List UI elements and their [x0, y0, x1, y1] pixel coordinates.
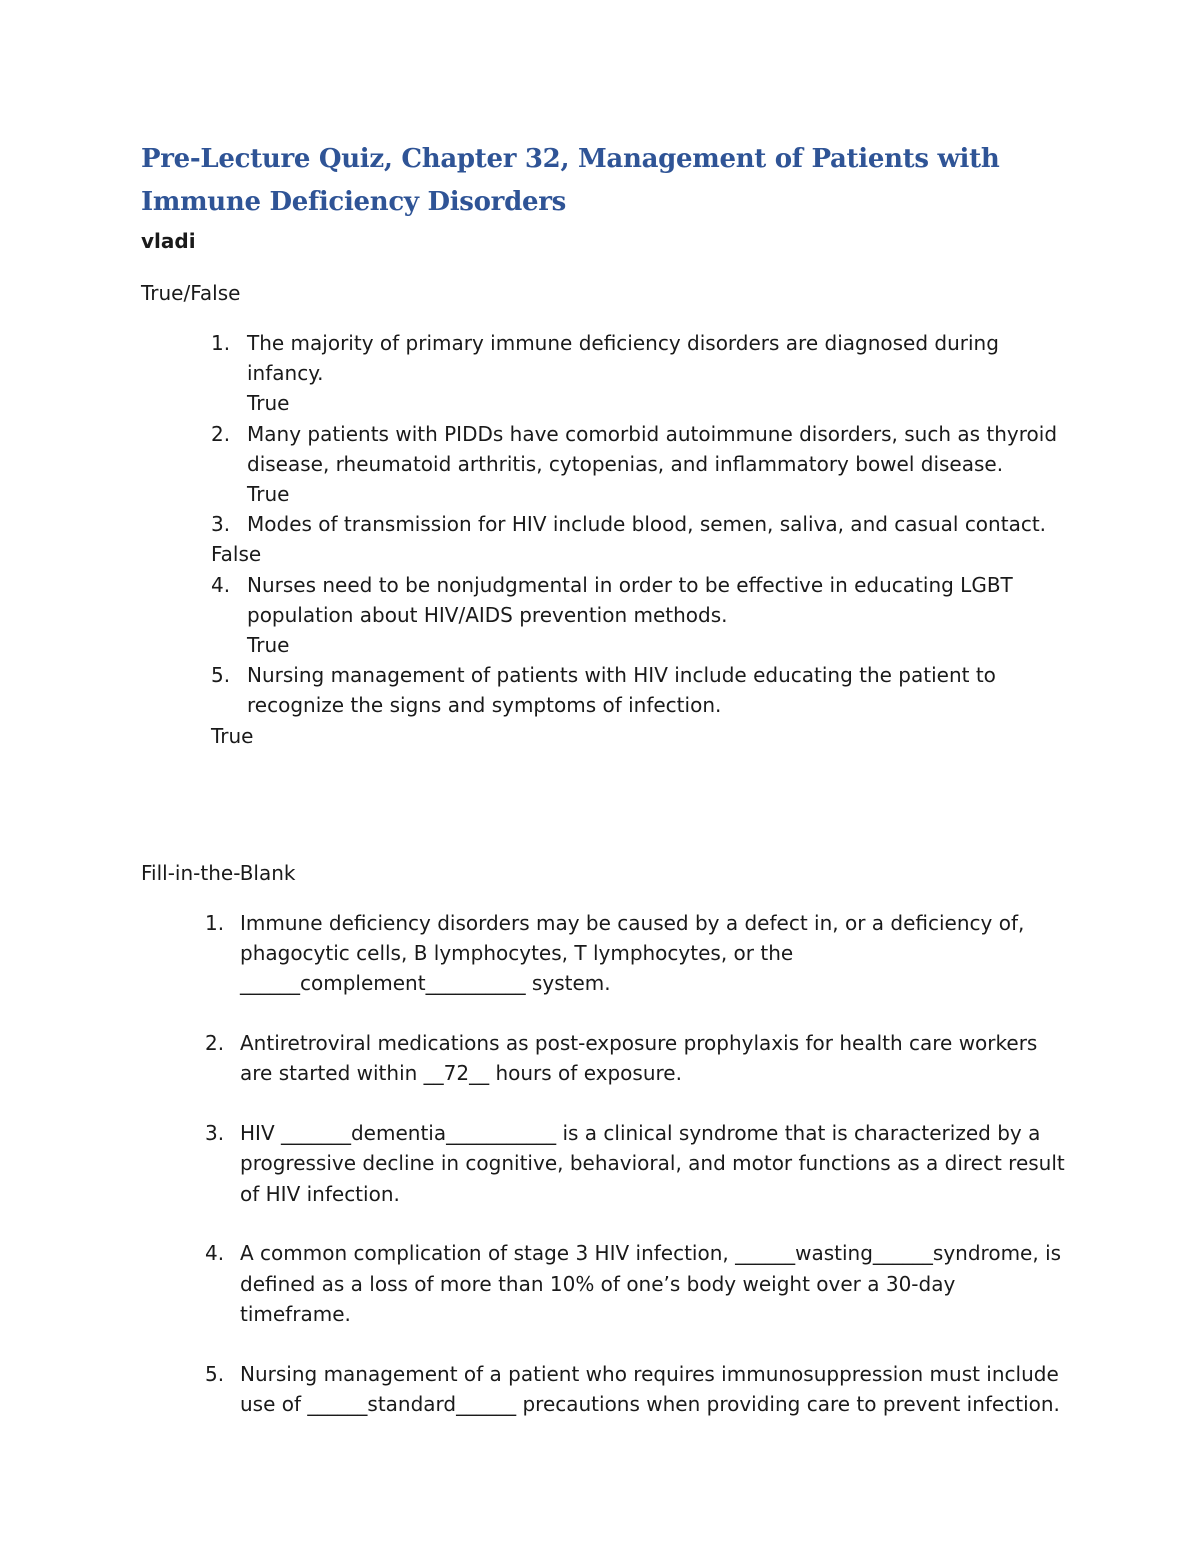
answer-text: True — [247, 391, 290, 416]
list-item — [205, 1118, 1065, 1209]
question-text: HIV _______dementia___________ is a clinical syndrome that is characterized by a progressive decline in cognitive, behavioral, and motor functions as a direct result of HIV infection. — [240, 1121, 1065, 1206]
question-text: Many patients with PIDDs have comorbid autoimmune disorders, such as thyroid disease, rheumatoid arthritis, cytopenias, and inflammatory bowel disease. — [247, 421, 1058, 476]
item-number: 2. — [211, 421, 231, 446]
section-heading-true-false: True/False — [141, 281, 241, 305]
item-number: 3. — [211, 512, 231, 537]
item-number: 1. — [211, 331, 231, 355]
author-name: vladi — [141, 229, 196, 253]
question-text: A common complication of stage 3 HIV infection, ______wasting______syndrome, is defined as a loss of more than 10% of one’s body weight over a 30-day timeframe. — [240, 1241, 1062, 1326]
item-number: 1. — [205, 911, 225, 935]
question-text: Immune deficiency disorders may be caused by a defect in, or a deficiency of, phagocytic cells, B lymphocytes, T lymphocytes, or the ______complement__________ system. — [240, 911, 1025, 996]
list-item — [211, 328, 1071, 419]
question-text: Modes of transmission for HIV include blood, semen, saliva, and casual contact. — [247, 512, 1047, 537]
list-item — [205, 1028, 1065, 1088]
list-item — [205, 1238, 1065, 1329]
fill-in-the-blank-list — [205, 908, 1065, 1449]
true-false-list — [211, 328, 1071, 751]
item-number: 4. — [211, 572, 231, 597]
list-item — [211, 419, 1071, 510]
question-text: Nursing management of patients with HIV include educating the patient to recognize the signs and symptoms of infection. — [247, 663, 996, 718]
list-item — [211, 660, 1071, 751]
page-title: Pre-Lecture Quiz, Chapter 32, Management of Patients with Immune Deficiency Disorders — [141, 144, 1000, 217]
section-heading-fill-in-the-blank: Fill-in-the-Blank — [141, 861, 296, 885]
question-text: Nursing management of a patient who requires immunosuppression must include use of ______standard______ precautions when providing care to prevent infection. — [240, 1361, 1060, 1416]
item-number: 4. — [205, 1241, 225, 1266]
item-number: 3. — [205, 1121, 225, 1146]
question-text: Nurses need to be nonjudgmental in order to be effective in educating LGBT population about HIV/AIDS prevention methods. — [247, 572, 1013, 627]
answer-text: True — [247, 633, 290, 658]
answer-text: True — [247, 482, 290, 507]
answer-text: True — [211, 723, 254, 748]
list-item — [211, 509, 1071, 569]
question-text: The majority of primary immune deficiency disorders are diagnosed during infancy. — [247, 331, 999, 386]
item-number: 5. — [211, 663, 231, 688]
answer-text: False — [211, 542, 262, 567]
question-text: Antiretroviral medications as post-exposure prophylaxis for health care workers are started within __72__ hours of exposure. — [240, 1031, 1038, 1086]
item-number: 5. — [205, 1361, 225, 1386]
list-item — [211, 570, 1071, 661]
list-item — [205, 908, 1065, 999]
list-item — [205, 1359, 1065, 1419]
item-number: 2. — [205, 1031, 225, 1056]
